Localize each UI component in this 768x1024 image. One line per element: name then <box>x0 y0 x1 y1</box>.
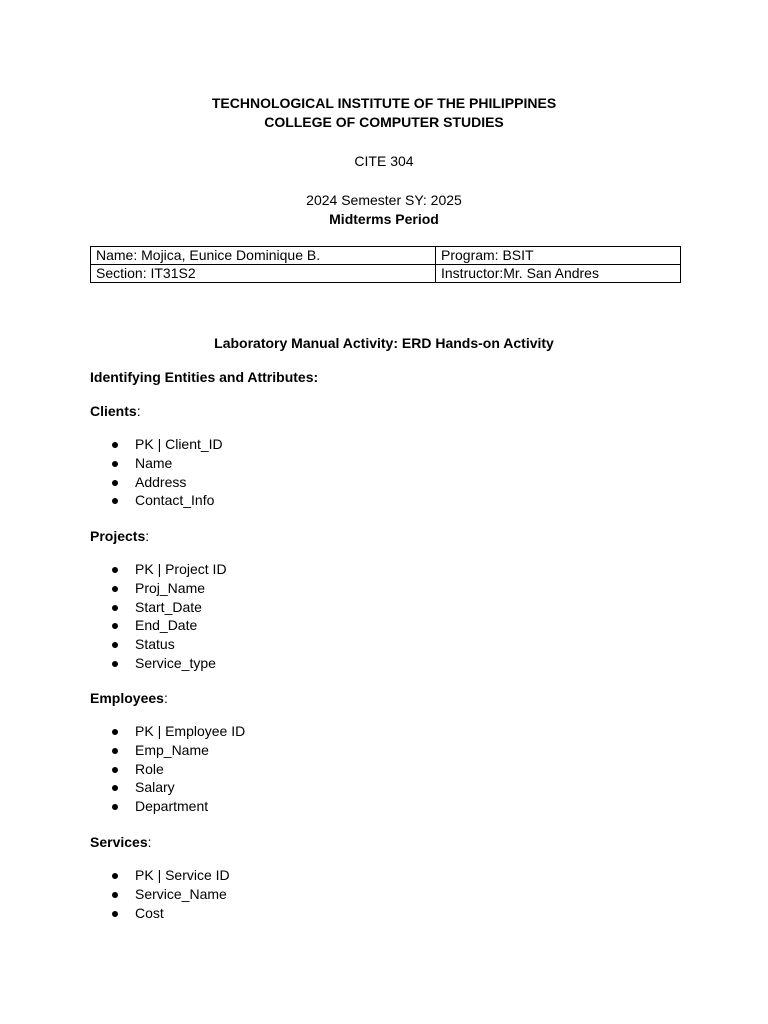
list-item <box>90 904 230 923</box>
bullet-icon <box>112 911 118 917</box>
entity-suffix: : <box>163 690 168 706</box>
list-item <box>90 722 245 741</box>
entity-suffix: : <box>136 403 141 419</box>
attribute-list-employees <box>90 722 245 816</box>
list-item <box>90 760 245 779</box>
attribute-label: Name <box>135 454 173 471</box>
attribute-label: PK | Service ID <box>135 867 230 883</box>
list-item <box>90 454 223 473</box>
list-item <box>90 616 227 635</box>
attribute-list-services <box>90 866 230 922</box>
semester-line: 2024 Semester SY: 2025 <box>306 192 462 208</box>
subheading <box>90 368 318 386</box>
entity-heading-services <box>90 833 152 851</box>
attribute-label: Service_Name <box>135 885 227 902</box>
bullet-icon <box>112 642 118 648</box>
attribute-label: End_Date <box>135 617 198 634</box>
entity-name: Services <box>90 834 148 850</box>
bullet-icon <box>112 892 118 898</box>
name-cell: Name: Mojica, Eunice Dominique B. <box>91 247 436 265</box>
attribute-label: Proj_Name <box>135 579 206 596</box>
attribute-label: Address <box>135 473 187 490</box>
entity-heading-clients <box>90 402 141 420</box>
entity-heading-projects <box>90 527 149 545</box>
attribute-label: Emp_Name <box>135 741 209 758</box>
list-item <box>90 491 223 510</box>
list-item <box>90 560 227 579</box>
attribute-label: Status <box>135 636 175 653</box>
attribute-label: PK | Employee ID <box>135 723 246 739</box>
attribute-label: Contact_Info <box>135 492 215 509</box>
entity-suffix: : <box>147 834 152 850</box>
attribute-label: Department <box>135 798 209 815</box>
attribute-list-projects <box>90 560 227 673</box>
entity-name: Employees <box>90 690 164 706</box>
list-item <box>90 866 230 885</box>
attribute-label: Cost <box>135 904 164 921</box>
bullet-icon <box>112 480 118 486</box>
bullet-icon <box>112 767 118 773</box>
bullet-icon <box>112 461 118 467</box>
bullet-icon <box>112 567 118 573</box>
college-title: COLLEGE OF COMPUTER STUDIES <box>264 114 504 130</box>
instructor-cell: Instructor:Mr. San Andres <box>436 265 681 283</box>
bullet-icon <box>112 661 118 667</box>
entity-name: Clients <box>90 403 137 419</box>
list-item <box>90 654 227 673</box>
attribute-list-clients <box>90 435 223 510</box>
attribute-label: Role <box>135 760 164 777</box>
list-item <box>90 579 227 598</box>
list-item <box>90 778 245 797</box>
list-item <box>90 885 230 904</box>
list-item <box>90 598 227 617</box>
bullet-icon <box>112 605 118 611</box>
student-info-table <box>90 246 681 283</box>
attribute-label: Start_Date <box>135 598 202 615</box>
attribute-label: Salary <box>135 779 175 796</box>
institution-title: TECHNOLOGICAL INSTITUTE OF THE PHILIPPINES <box>211 95 557 111</box>
list-item <box>90 741 245 760</box>
program-cell: Program: BSIT <box>436 247 681 265</box>
attribute-label: PK | Project ID <box>135 561 227 577</box>
subheading-text: Identifying Entities and Attributes: <box>90 369 319 385</box>
period-line: Midterms Period <box>329 211 439 227</box>
list-item <box>90 473 223 492</box>
attribute-label: Service_type <box>135 654 216 671</box>
course-code: CITE 304 <box>354 153 414 169</box>
bullet-icon <box>112 804 118 810</box>
bullet-icon <box>112 729 118 735</box>
table-row <box>91 265 681 283</box>
activity-title: Laboratory Manual Activity: ERD Hands-on Activity <box>214 335 554 351</box>
table-row <box>91 247 681 265</box>
section-cell: Section: IT31S2 <box>91 265 436 283</box>
bullet-icon <box>112 498 118 504</box>
list-item <box>90 635 227 654</box>
list-item <box>90 435 223 454</box>
entity-suffix: : <box>145 528 150 544</box>
bullet-icon <box>112 748 118 754</box>
bullet-icon <box>112 623 118 629</box>
entity-heading-employees <box>90 689 168 707</box>
list-item <box>90 797 245 816</box>
bullet-icon <box>112 785 118 791</box>
bullet-icon <box>112 873 118 879</box>
attribute-label: PK | Client_ID <box>135 436 223 452</box>
bullet-icon <box>112 442 118 448</box>
entity-name: Projects <box>90 528 146 544</box>
bullet-icon <box>112 586 118 592</box>
